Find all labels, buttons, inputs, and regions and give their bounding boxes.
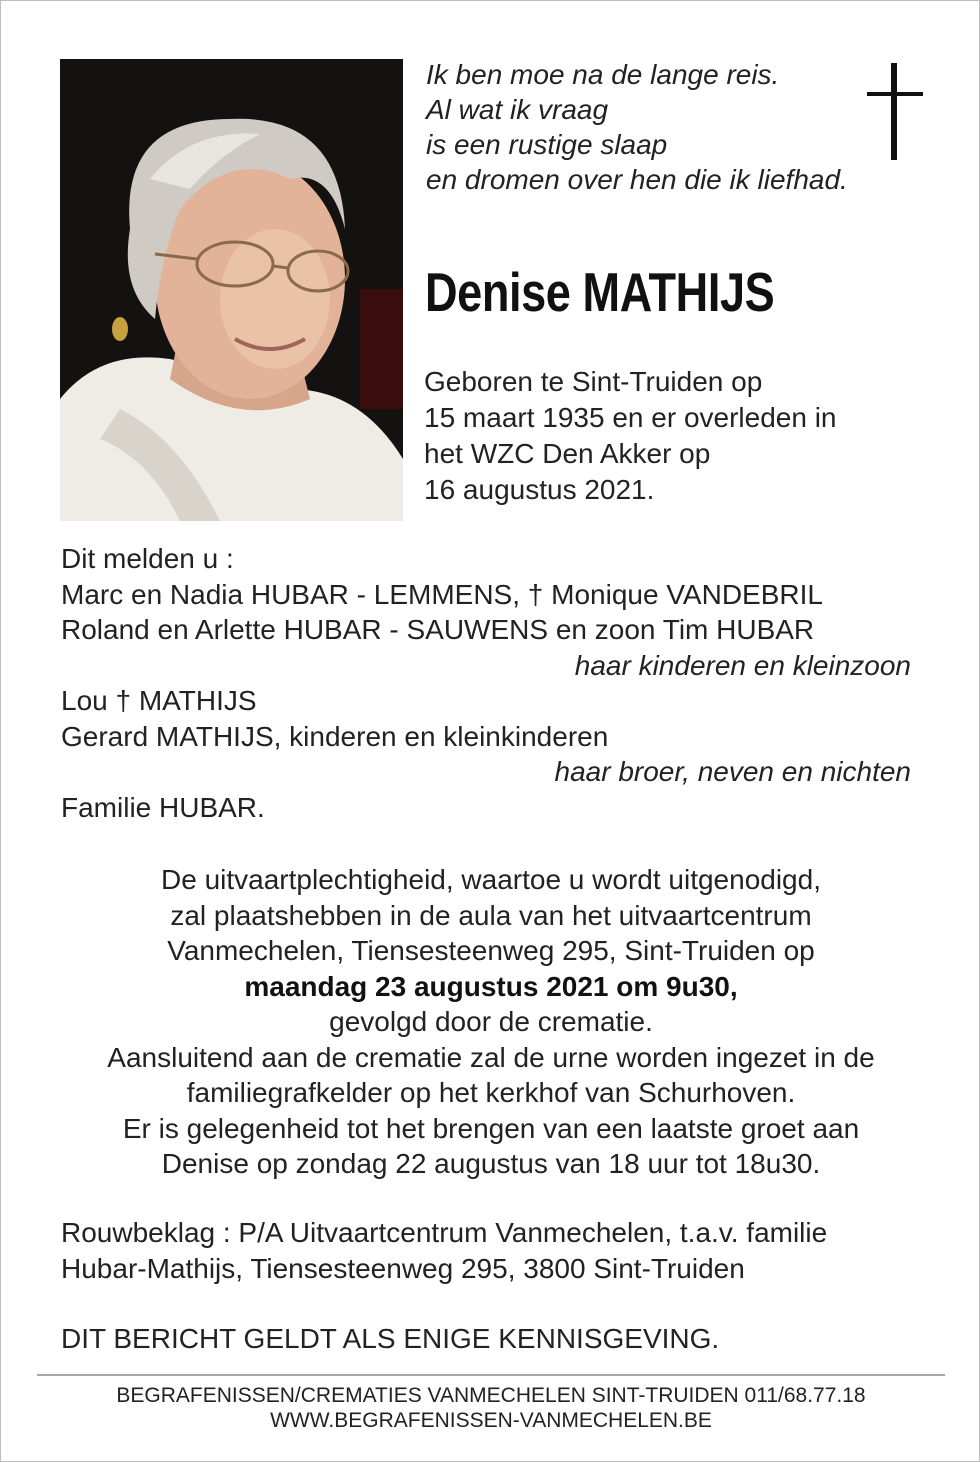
portrait-image bbox=[60, 59, 403, 521]
family-list bbox=[61, 541, 911, 825]
ceremony-line: gevolgd door de crematie. bbox=[329, 1006, 653, 1037]
ceremony-line: Denise op zondag 22 augustus van 18 uur tot 18u30. bbox=[161, 1148, 821, 1179]
ceremony-line: Aansluitend aan de crematie zal de urne worden ingezet in de bbox=[107, 1041, 875, 1073]
poem-line: is een rustige slaap bbox=[426, 129, 668, 160]
birth-death-details bbox=[424, 364, 837, 508]
condolence-line: Hubar-Mathijs, Tiensesteenweg 295, 3800 Sint-Truiden bbox=[61, 1252, 745, 1284]
family-line: Lou † MATHIJS bbox=[61, 685, 257, 716]
ceremony-line: zal plaatshebben in de aula van het uitvaartcentrum bbox=[170, 899, 812, 931]
family-line: Familie HUBAR. bbox=[61, 791, 265, 823]
poem-line: Ik ben moe na de lange reis. bbox=[426, 59, 780, 90]
deceased-name: Denise MATHIJS bbox=[425, 261, 775, 323]
family-line: Roland en Arlette HUBAR - SAUWENS en zoon Tim HUBAR bbox=[61, 614, 815, 645]
ceremony-line: Vanmechelen, Tiensesteenweg 295, Sint-Truiden op bbox=[167, 935, 815, 966]
ceremony-line: De uitvaartplechtigheid, waartoe u wordt uitgenodigd, bbox=[161, 864, 821, 895]
birth-line: het WZC Den Akker op bbox=[424, 438, 711, 469]
poem-line: Al wat ik vraag bbox=[426, 94, 609, 125]
birth-line: 16 augustus 2021. bbox=[424, 474, 655, 505]
birth-line: Geboren te Sint-Truiden op bbox=[424, 366, 763, 397]
ceremony-line: familiegrafkelder op het kerkhof van Schurhoven. bbox=[186, 1077, 796, 1108]
family-relation: haar broer, neven en nichten bbox=[554, 756, 911, 787]
funeral-home-contact: BEGRAFENISSEN/CREMATIES VANMECHELEN SINT-TRUIDEN 011/68.77.18 bbox=[116, 1384, 866, 1407]
poem bbox=[426, 57, 848, 197]
birth-line: 15 maart 1935 en er overleden in bbox=[424, 402, 837, 433]
footer-divider bbox=[37, 1374, 945, 1376]
ceremony-details bbox=[41, 862, 941, 1182]
family-line: Marc en Nadia HUBAR - LEMMENS, † Monique VANDEBRIL bbox=[61, 578, 823, 610]
condolence-line: Rouwbeklag : P/A Uitvaartcentrum Vanmechelen, t.a.v. familie bbox=[61, 1217, 828, 1248]
funeral-home-footer bbox=[37, 1383, 945, 1433]
condolence-address bbox=[61, 1215, 827, 1286]
family-relation: haar kinderen en kleinzoon bbox=[574, 649, 911, 681]
family-intro: Dit melden u : bbox=[61, 543, 234, 574]
portrait-photo bbox=[60, 59, 403, 521]
notice-statement: DIT BERICHT GELDT ALS ENIGE KENNISGEVING. bbox=[61, 1323, 720, 1354]
family-line: Gerard MATHIJS, kinderen en kleinkinderen bbox=[61, 720, 609, 752]
cross-icon bbox=[867, 63, 923, 160]
poem-line: en dromen over hen die ik liefhad. bbox=[426, 164, 848, 195]
funeral-home-website[interactable]: WWW.BEGRAFENISSEN-VANMECHELEN.BE bbox=[270, 1409, 712, 1432]
ceremony-line: Er is gelegenheid tot het brengen van een laatste groet aan bbox=[122, 1112, 860, 1144]
ceremony-date: maandag 23 augustus 2021 om 9u30, bbox=[244, 970, 738, 1002]
